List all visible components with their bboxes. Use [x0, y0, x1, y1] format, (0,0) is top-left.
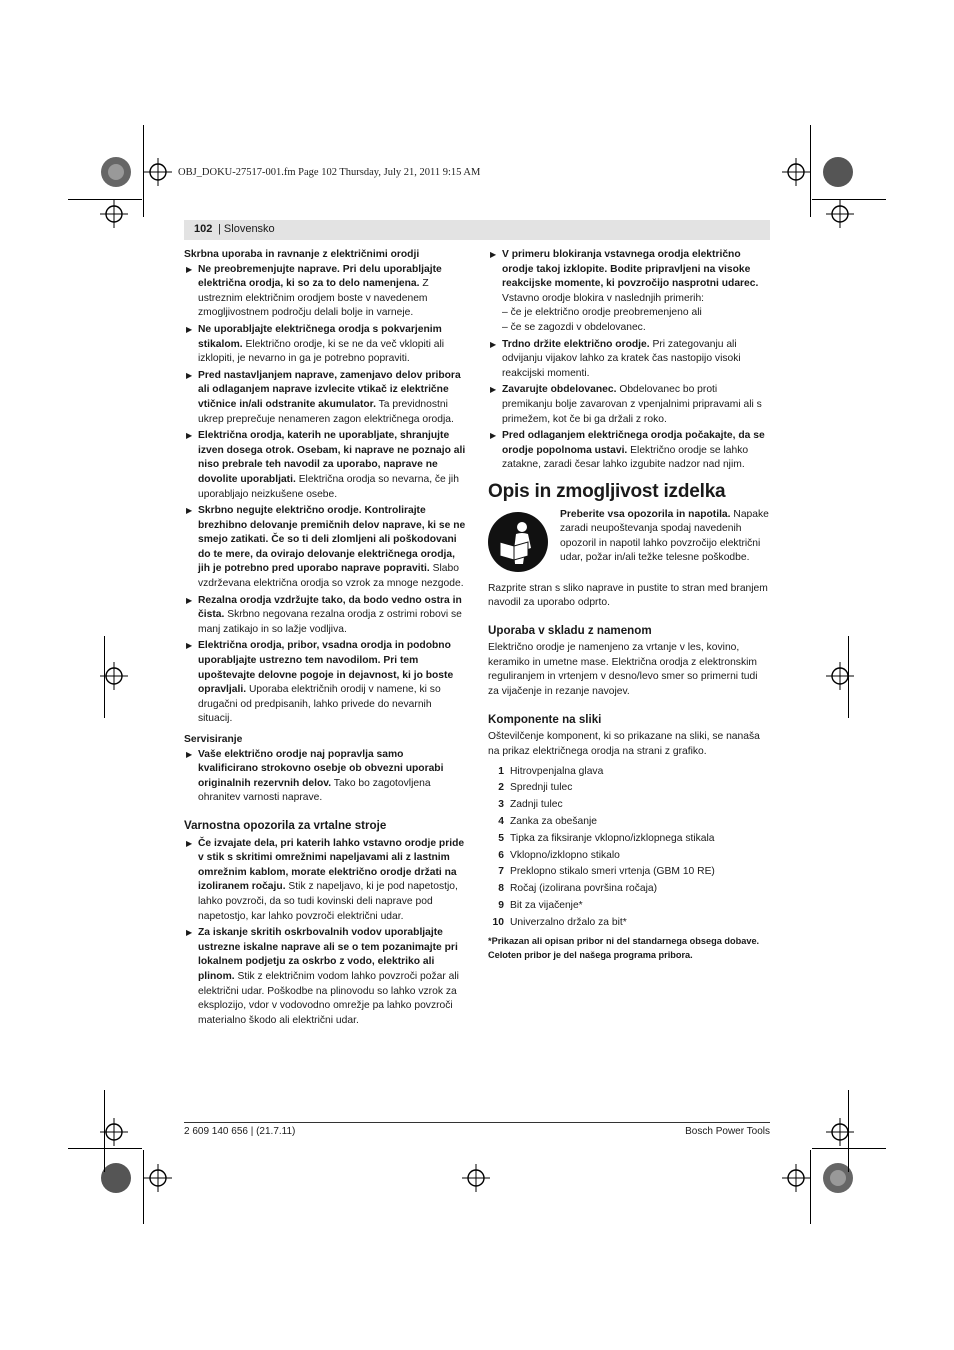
crosshair-icon [826, 200, 854, 228]
footer-doc-number: 2 609 140 656 | (21.7.11) [184, 1126, 296, 1137]
list-item: 10 Univerzalno držalo za bit* [492, 916, 627, 928]
triangle-bullet-icon: ▶ [490, 431, 497, 441]
list-item: ▶ Trdno držite električno orodje. Pri zategovanju ali odvijanju vijakov lahko za kratek čas nastopijo visoki reakcijski momenti. [490, 338, 741, 379]
crop-line [143, 1150, 144, 1224]
triangle-bullet-icon: ▶ [186, 324, 193, 334]
crop-line [810, 1150, 811, 1224]
crop-line [68, 1148, 142, 1149]
left-column [184, 248, 466, 1030]
crop-line [848, 636, 849, 718]
section-heading: Opis in zmogljivost izdelka [488, 480, 726, 502]
crop-line [810, 125, 811, 217]
components-list [488, 763, 770, 931]
list-item: ▶ Električna orodja, pribor, vsadna orodja in podobno uporabljajte ustrezno tem navodilom. Pri tem upoštevajte delovne pogoje in dejavnost, ki jo boste opravljali. Uporaba električnih orodij v namene, ki so drugačni od predpisanih, lahko privede do nevarnih situacij. [186, 640, 454, 725]
paragraph: Električno orodje je namenjeno za vrtanje v les, kovino, keramiko in umetne mase. Električna orodja z elektronskim reguliranjem in vrtenjem v desno/levo smer so primerni tudi za vijačenje in rezanje navojev. [488, 642, 758, 698]
crosshair-icon [144, 1164, 172, 1192]
list-item: ▶ Zavarujte obdelovanec. Obdelovanec bo proti premikanju bolje zavarovan z vpenjalnimi pripravami ali s primežem, kot če bi ga držali z roko. [490, 384, 762, 425]
list-item: 5 Tipka za fiksiranje vklopno/izklopnega stikala [498, 832, 715, 844]
list-item: ▶ Pred odlaganjem električnega orodja počakajte, da se orodje popolnoma ustavi. Električno orodje se lahko zatakne, zaradi česar lahko izgubite nadzor nad njim. [490, 430, 765, 471]
crop-line [143, 125, 144, 217]
section-title: Servisiranje [184, 734, 243, 745]
triangle-bullet-icon: ▶ [186, 370, 193, 380]
subsection-title: Komponente na sliki [488, 712, 602, 726]
subsection-title: Varnostna opozorila za vrtalne stroje [184, 818, 387, 832]
crop-line [812, 199, 886, 200]
registration-mark-icon [100, 156, 132, 188]
crop-line [104, 1090, 105, 1172]
page-number: 102 [194, 223, 213, 235]
list-item: ▶ Če izvajate dela, pri katerih lahko vstavno orodje pride v stik s skritimi omrežnimi napeljavami ali z lastnim omrežnim kablom, morate električno orodje držati na izoliranem ročaju. Stik z napeljavo, ki je pod napetostjo, lahko povzroči, da so tudi kovinski deli naprave pod napetostjo, kar lahko povzroči električni udar. [186, 837, 465, 922]
fold-out-note: Razprite stran s sliko naprave in pustite to stran med branjem navodil za uporabo odprto. [488, 582, 768, 609]
triangle-bullet-icon: ▶ [186, 641, 193, 651]
list-item: 4 Zanka za obešanje [498, 815, 598, 827]
triangle-bullet-icon: ▶ [490, 339, 497, 349]
paragraph: Oštevilčenje komponent, ki so prikazane na sliki, se nanaša na prikaz električnega orodja na strani z grafiko. [488, 731, 760, 757]
print-info-line: OBJ_DOKU-27517-001.fm Page 102 Thursday, July 21, 2011 9:15 AM [178, 167, 481, 178]
triangle-bullet-icon: ▶ [186, 431, 193, 441]
crosshair-icon [462, 1164, 490, 1192]
page-header [184, 220, 770, 240]
crosshair-icon [826, 1118, 854, 1146]
list-item: 1 Hitrovpenjalna glava [498, 765, 604, 777]
registration-mark-icon [822, 1162, 854, 1194]
crop-line [848, 1090, 849, 1172]
list-item: ▶ Električna orodja, katerih ne uporabljate, shranjujte izven dosega otrok. Osebam, ki naprave ne poznajo ali niso prebrale teh navodil za uporabo, naprave ne dovolite uporabljati. Električna orodja so nevarna, če jih uporabljajo neizkušene osebe. [186, 430, 466, 500]
list-item: ▶ Vaše električno orodje naj popravlja samo kvalificirano strokovno osebje ob obvezni uporabi originalnih rezervnih delov. Tako bo zagotovljena ohranitev varnosti naprave. [186, 748, 444, 804]
triangle-bullet-icon: ▶ [186, 595, 193, 605]
list-item: 8 Ročaj (izolirana površina ročaja) [498, 883, 658, 895]
list-item: 3 Zadnji tulec [498, 799, 563, 811]
list-item: 2 Sprednji tulec [498, 782, 573, 794]
list-item: 7 Preklopno stikalo smeri vrtenja (GBM 10 RE) [498, 866, 715, 878]
crop-line [104, 636, 105, 718]
list-item: 6 Vklopno/izklopno stikalo [498, 849, 620, 861]
sub-item: – če se zagozdi v obdelovanec. [502, 321, 646, 333]
sub-item: – če je električno orodje preobremenjeno ali [502, 307, 702, 319]
crosshair-icon [826, 662, 854, 690]
triangle-bullet-icon: ▶ [186, 749, 193, 759]
right-column [488, 248, 770, 963]
list-item: ▶ Skrbno negujte električno orodje. Kontrolirajte brezhibno delovanje premičnih delov naprave, ki se ne smejo zatikati. Če so ti deli zlomljeni ali poškodovani do te mere, da ovirajo delovanje električnega orodja, jih je potrebno pred uporabo naprave popraviti. Slabo vzdrževana električna orodja so vzrok za mnoge nezgode. [186, 505, 466, 590]
triangle-bullet-icon: ▶ [490, 250, 497, 259]
footer-brand: Bosch Power Tools [685, 1126, 770, 1137]
footer-divider [184, 1122, 770, 1123]
list-item: 9 Bit za vijačenje* [498, 899, 583, 911]
triangle-bullet-icon: ▶ [186, 506, 193, 516]
list-item: ▶ V primeru blokiranja vstavnega orodja električno orodje takoj izklopite. Bodite pripravljeni na visoke reakcijske momente, ki povzročijo nasprotni udarec. Vstavno orodje blokira v naslednjih primerih: – če je električno orodje preobremenjeno ali – če se zagozdi v obdelovanec. [488, 248, 770, 336]
list-item: ▶ Ne preobremenjujte naprave. Pri delu uporabljajte električna orodja, ki so za to delo namenjena. Z ustreznim električnim orodjem boste v navedenem zmogljivostnem področju delali bolje in varneje. [186, 263, 442, 319]
read-manual-icon [488, 512, 548, 572]
crop-line [68, 199, 142, 200]
triangle-bullet-icon: ▶ [490, 385, 497, 395]
crosshair-icon [144, 158, 172, 186]
list-item: ▶ Pred nastavljanjem naprave, zamenjavo delov pribora ali odlaganjem naprave izvlecite vtikač iz električne vtičnice in/ali odstranite akumulator. Ta previdnostni ukrep preprečuje nenameren zagon električnega orodja. [186, 369, 461, 425]
list-item: ▶ Za iskanje skritih oskrbovalnih vodov uporabljajte ustrezne iskalne naprave ali se o tem pozanimajte pri lokalnem podjetju za oskrbo z vodo, elektriko ali plinom. Stik z električnim vodom lahko povzroči požar ali električni udar. Poškodbe na plinovodu so lahko vzrok za eksplozijo, vdor v vodovodno omrežje pa lahko povzroči materialno škodo ali električni udar. [186, 927, 459, 1026]
footnote: *Prikazan ali opisan pribor ni del standarnega obsega dobave. Celoten pribor je del našega programa pribora. [488, 936, 760, 960]
list-item: ▶ Rezalna orodja vzdržujte tako, da bodo vedno ostra in čista. Skrbno negovana rezalna orodja z ostrimi robovi se manj zatikajo in so lažje vodljiva. [186, 594, 462, 635]
list-item: ▶ Ne uporabljajte električnega orodja s pokvarjenim stikalom. Električno orodje, ki se ne da več vklopiti ali izklopiti, je nevarno in ga je potrebno popraviti. [186, 323, 445, 365]
crosshair-icon [100, 200, 128, 228]
triangle-bullet-icon: ▶ [186, 928, 193, 938]
warning-block: Preberite vsa opozorila in napotila. Napake zaradi neupoštevanja spodaj navedenih opozoril in napotil lahko povzročijo električni udar, požar in/ali težke telesne poškodbe. [488, 508, 770, 570]
registration-mark-icon [822, 156, 854, 188]
header-language: | Slovensko [218, 223, 275, 235]
triangle-bullet-icon: ▶ [186, 264, 193, 274]
section-title: Skrbna uporaba in ravnanje z električnimi orodji [184, 249, 420, 260]
crosshair-icon [782, 158, 810, 186]
crop-line [812, 1148, 886, 1149]
triangle-bullet-icon: ▶ [186, 838, 193, 848]
subsection-title: Uporaba v skladu z namenom [488, 623, 652, 637]
crosshair-icon [782, 1164, 810, 1192]
